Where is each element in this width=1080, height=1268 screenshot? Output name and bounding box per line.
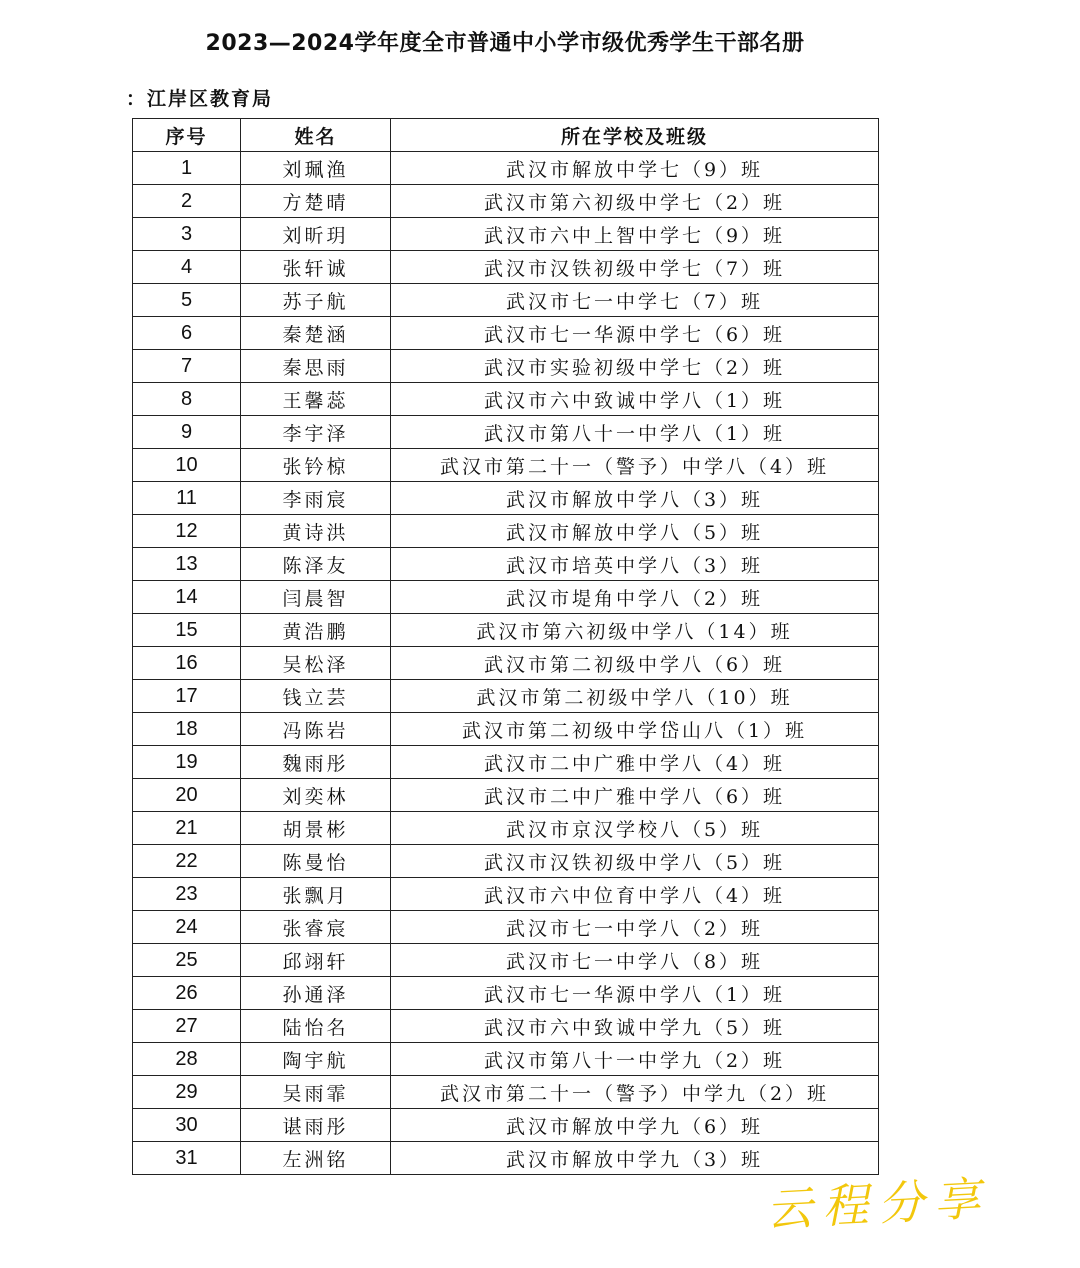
row-index: 13 xyxy=(133,548,241,581)
school-class: 武汉市堤角中学八（2）班 xyxy=(391,581,879,614)
school-class: 武汉市汉铁初级中学七（7）班 xyxy=(391,251,879,284)
table-row xyxy=(133,911,879,944)
row-index: 4 xyxy=(133,251,241,284)
table-row xyxy=(133,218,879,251)
row-index: 11 xyxy=(133,482,241,515)
table-row xyxy=(133,1010,879,1043)
row-index: 18 xyxy=(133,713,241,746)
row-index: 29 xyxy=(133,1076,241,1109)
student-name: 邱翊轩 xyxy=(241,944,391,977)
table-row xyxy=(133,515,879,548)
row-index: 16 xyxy=(133,647,241,680)
student-name: 王馨蕊 xyxy=(241,383,391,416)
student-name: 黄浩鹏 xyxy=(241,614,391,647)
row-index: 1 xyxy=(133,152,241,185)
school-class: 武汉市解放中学九（6）班 xyxy=(391,1109,879,1142)
student-name: 谌雨彤 xyxy=(241,1109,391,1142)
row-index: 2 xyxy=(133,185,241,218)
school-class: 武汉市第八十一中学八（1）班 xyxy=(391,416,879,449)
row-index: 12 xyxy=(133,515,241,548)
student-name: 黄诗洪 xyxy=(241,515,391,548)
row-index: 5 xyxy=(133,284,241,317)
table-row xyxy=(133,284,879,317)
table-row xyxy=(133,1109,879,1142)
row-index: 31 xyxy=(133,1142,241,1175)
row-index: 23 xyxy=(133,878,241,911)
table-row xyxy=(133,1142,879,1175)
school-class: 武汉市第二初级中学八（6）班 xyxy=(391,647,879,680)
table-row xyxy=(133,614,879,647)
row-index: 25 xyxy=(133,944,241,977)
row-index: 20 xyxy=(133,779,241,812)
school-class: 武汉市六中位育中学八（4）班 xyxy=(391,878,879,911)
row-index: 14 xyxy=(133,581,241,614)
school-class: 武汉市第二初级中学岱山八（1）班 xyxy=(391,713,879,746)
table-row xyxy=(133,779,879,812)
table-row xyxy=(133,416,879,449)
table-row xyxy=(133,449,879,482)
row-index: 3 xyxy=(133,218,241,251)
student-name: 闫晨智 xyxy=(241,581,391,614)
table-row xyxy=(133,944,879,977)
table-row xyxy=(133,1076,879,1109)
student-name: 陆怡名 xyxy=(241,1010,391,1043)
student-name: 吴松泽 xyxy=(241,647,391,680)
table-row xyxy=(133,548,879,581)
school-class: 武汉市第二十一（警予）中学九（2）班 xyxy=(391,1076,879,1109)
header-school: 所在学校及班级 xyxy=(391,119,879,152)
row-index: 28 xyxy=(133,1043,241,1076)
student-name: 左洲铭 xyxy=(241,1142,391,1175)
student-name: 陶宇航 xyxy=(241,1043,391,1076)
student-name: 方楚晴 xyxy=(241,185,391,218)
school-class: 武汉市解放中学七（9）班 xyxy=(391,152,879,185)
header-index: 序号 xyxy=(133,119,241,152)
district-label: ：江岸区教育局 xyxy=(126,88,274,110)
table-row xyxy=(133,1043,879,1076)
school-class: 武汉市二中广雅中学八（4）班 xyxy=(391,746,879,779)
table-row xyxy=(133,812,879,845)
table-row xyxy=(133,251,879,284)
school-class: 武汉市二中广雅中学八（6）班 xyxy=(391,779,879,812)
school-class: 武汉市第二初级中学八（10）班 xyxy=(391,680,879,713)
student-name: 张钤椋 xyxy=(241,449,391,482)
table-row xyxy=(133,878,879,911)
school-class: 武汉市第二十一（警予）中学八（4）班 xyxy=(391,449,879,482)
student-name: 冯陈岩 xyxy=(241,713,391,746)
school-class: 武汉市七一华源中学八（1）班 xyxy=(391,977,879,1010)
table-row xyxy=(133,317,879,350)
table-row xyxy=(133,350,879,383)
student-name: 李雨宸 xyxy=(241,482,391,515)
table-row xyxy=(133,581,879,614)
row-index: 9 xyxy=(133,416,241,449)
school-class: 武汉市七一中学八（8）班 xyxy=(391,944,879,977)
student-name: 张轩诚 xyxy=(241,251,391,284)
student-name: 张飘月 xyxy=(241,878,391,911)
row-index: 22 xyxy=(133,845,241,878)
row-index: 27 xyxy=(133,1010,241,1043)
school-class: 武汉市第八十一中学九（2）班 xyxy=(391,1043,879,1076)
table-row xyxy=(133,746,879,779)
row-index: 26 xyxy=(133,977,241,1010)
roster-table xyxy=(132,118,879,1175)
row-index: 21 xyxy=(133,812,241,845)
student-name: 李宇泽 xyxy=(241,416,391,449)
student-name: 刘奕林 xyxy=(241,779,391,812)
table-row xyxy=(133,713,879,746)
school-class: 武汉市七一华源中学七（6）班 xyxy=(391,317,879,350)
student-name: 秦思雨 xyxy=(241,350,391,383)
table-row xyxy=(133,482,879,515)
school-class: 武汉市六中致诚中学九（5）班 xyxy=(391,1010,879,1043)
school-class: 武汉市解放中学八（3）班 xyxy=(391,482,879,515)
school-class: 武汉市解放中学八（5）班 xyxy=(391,515,879,548)
table-header-row xyxy=(133,119,879,152)
row-index: 6 xyxy=(133,317,241,350)
row-index: 24 xyxy=(133,911,241,944)
table-row xyxy=(133,647,879,680)
document-title: 2023—2024学年度全市普通中小学市级优秀学生干部名册 xyxy=(205,31,805,56)
school-class: 武汉市七一中学八（2）班 xyxy=(391,911,879,944)
student-name: 钱立芸 xyxy=(241,680,391,713)
table-row xyxy=(133,977,879,1010)
watermark-signature: 云程分享 xyxy=(764,1171,992,1237)
row-index: 15 xyxy=(133,614,241,647)
school-class: 武汉市七一中学七（7）班 xyxy=(391,284,879,317)
table-row xyxy=(133,185,879,218)
school-class: 武汉市培英中学八（3）班 xyxy=(391,548,879,581)
school-class: 武汉市第六初级中学七（2）班 xyxy=(391,185,879,218)
row-index: 7 xyxy=(133,350,241,383)
school-class: 武汉市京汉学校八（5）班 xyxy=(391,812,879,845)
row-index: 30 xyxy=(133,1109,241,1142)
student-name: 刘昕玥 xyxy=(241,218,391,251)
student-name: 刘珮渔 xyxy=(241,152,391,185)
school-class: 武汉市解放中学九（3）班 xyxy=(391,1142,879,1175)
school-class: 武汉市六中上智中学七（9）班 xyxy=(391,218,879,251)
school-class: 武汉市实验初级中学七（2）班 xyxy=(391,350,879,383)
row-index: 19 xyxy=(133,746,241,779)
row-index: 17 xyxy=(133,680,241,713)
student-name: 陈曼怡 xyxy=(241,845,391,878)
header-name: 姓名 xyxy=(241,119,391,152)
row-index: 10 xyxy=(133,449,241,482)
student-name: 胡景彬 xyxy=(241,812,391,845)
table-row xyxy=(133,845,879,878)
table-row xyxy=(133,152,879,185)
school-class: 武汉市六中致诚中学八（1）班 xyxy=(391,383,879,416)
student-name: 魏雨彤 xyxy=(241,746,391,779)
table-row xyxy=(133,680,879,713)
student-name: 秦楚涵 xyxy=(241,317,391,350)
student-name: 陈泽友 xyxy=(241,548,391,581)
student-name: 苏子航 xyxy=(241,284,391,317)
school-class: 武汉市第六初级中学八（14）班 xyxy=(391,614,879,647)
table-row xyxy=(133,383,879,416)
row-index: 8 xyxy=(133,383,241,416)
student-name: 张睿宸 xyxy=(241,911,391,944)
student-name: 孙通泽 xyxy=(241,977,391,1010)
student-name: 吴雨霏 xyxy=(241,1076,391,1109)
school-class: 武汉市汉铁初级中学八（5）班 xyxy=(391,845,879,878)
